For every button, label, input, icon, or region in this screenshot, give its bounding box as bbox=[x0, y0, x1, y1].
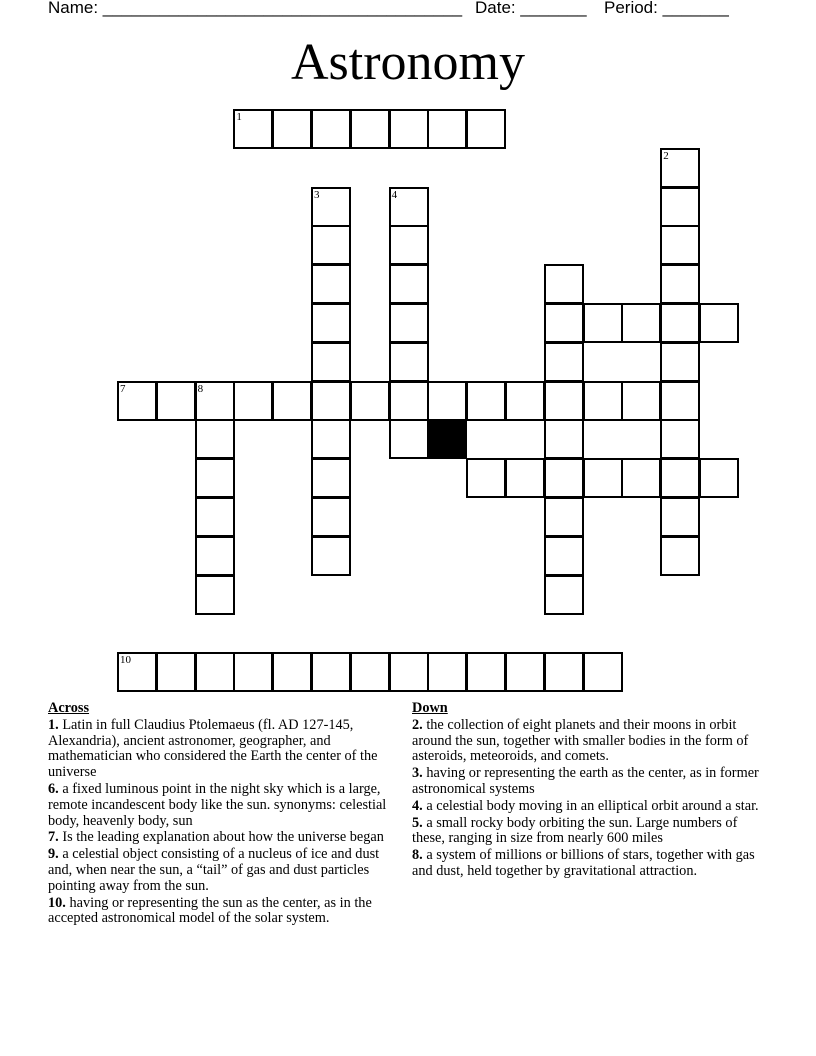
grid-cell[interactable] bbox=[660, 458, 700, 498]
grid-cell[interactable] bbox=[466, 458, 506, 498]
across-clue bbox=[48, 782, 404, 829]
grid-cell[interactable] bbox=[544, 303, 584, 343]
date-field-label: Date: _______ bbox=[475, 0, 587, 17]
grid-cell[interactable] bbox=[311, 419, 351, 459]
grid-cell[interactable] bbox=[233, 109, 273, 149]
clue-number-label: 1. bbox=[48, 716, 59, 733]
grid-cell[interactable] bbox=[233, 652, 273, 692]
name-field-label: Name: ______________________________________ bbox=[48, 0, 463, 17]
clue-number: 10 bbox=[120, 654, 131, 667]
grid-cell[interactable] bbox=[195, 536, 235, 576]
grid-cell[interactable] bbox=[660, 381, 700, 421]
grid-cell[interactable] bbox=[544, 419, 584, 459]
grid-cell[interactable] bbox=[195, 652, 235, 692]
grid-cell[interactable] bbox=[699, 303, 739, 343]
grid-cell[interactable] bbox=[660, 148, 700, 188]
grid-cell[interactable] bbox=[233, 381, 273, 421]
grid-cell[interactable] bbox=[660, 225, 700, 265]
clue-number-label: 7. bbox=[48, 829, 59, 846]
clue-text: a celestial body moving in an elliptical orbit around a star. bbox=[426, 797, 759, 814]
grid-cell[interactable] bbox=[621, 458, 661, 498]
grid-cell[interactable] bbox=[427, 652, 467, 692]
period-field-label: Period: _______ bbox=[604, 0, 729, 17]
grid-cell[interactable] bbox=[466, 109, 506, 149]
grid-cell[interactable] bbox=[621, 381, 661, 421]
grid-cell[interactable] bbox=[660, 536, 700, 576]
clue-number: 4 bbox=[391, 188, 398, 201]
clue-text: a fixed luminous point in the night sky which is a large, remote incandescent body like the sun. synonyms: celestial body, heavenly body, sun bbox=[48, 780, 387, 829]
grid-cell[interactable] bbox=[699, 458, 739, 498]
grid-cell[interactable] bbox=[544, 458, 584, 498]
grid-cell[interactable] bbox=[156, 652, 196, 692]
down-clue bbox=[412, 718, 770, 765]
grid-cell[interactable] bbox=[311, 342, 351, 382]
grid-cell[interactable] bbox=[311, 497, 351, 537]
grid-cell[interactable] bbox=[466, 652, 506, 692]
grid-cell[interactable] bbox=[544, 575, 584, 615]
grid-cell[interactable] bbox=[389, 303, 429, 343]
clue-number-label: 4. bbox=[412, 797, 423, 814]
grid-cell[interactable] bbox=[311, 225, 351, 265]
grid-cell[interactable] bbox=[544, 264, 584, 304]
across-clue bbox=[48, 830, 404, 846]
grid-cell[interactable] bbox=[660, 187, 700, 227]
clue-number-label: 3. bbox=[412, 765, 423, 782]
clue-text: a system of millions or billions of stars, together with gas and dust, held together by gravitational attraction. bbox=[412, 847, 755, 879]
clue-text: having or representing the sun as the center, as in the accepted astronomical model of the solar system. bbox=[48, 894, 372, 927]
grid-cell[interactable] bbox=[660, 264, 700, 304]
grid-cell[interactable] bbox=[311, 264, 351, 304]
grid-cell[interactable] bbox=[311, 381, 351, 421]
grid-cell[interactable] bbox=[660, 342, 700, 382]
clue-number-label: 2. bbox=[412, 716, 423, 733]
clue-number: 3 bbox=[314, 188, 320, 201]
grid-cell[interactable] bbox=[156, 381, 196, 421]
grid-cell[interactable] bbox=[272, 652, 312, 692]
grid-cell[interactable] bbox=[544, 342, 584, 382]
grid-cell[interactable] bbox=[195, 575, 235, 615]
grid-cell[interactable] bbox=[389, 419, 429, 459]
clue-number: 2 bbox=[663, 149, 669, 162]
grid-cell[interactable] bbox=[195, 458, 235, 498]
grid-cell[interactable] bbox=[544, 381, 584, 421]
grid-cell[interactable] bbox=[311, 109, 351, 149]
down-clue bbox=[412, 799, 770, 815]
grid-cell[interactable] bbox=[427, 381, 467, 421]
clue-text: a small rocky body orbiting the sun. Large numbers of these, ranging in size from nearly 600 miles bbox=[412, 814, 738, 847]
page-title: Astronomy bbox=[291, 34, 525, 91]
grid-cell[interactable] bbox=[583, 381, 623, 421]
clue-text: having or representing the earth as the center, as in former astronomical systems bbox=[412, 765, 759, 797]
clue-number: 1 bbox=[236, 111, 242, 123]
across-clue bbox=[48, 847, 404, 894]
down-clue-list bbox=[412, 718, 770, 880]
grid-cell[interactable] bbox=[117, 381, 157, 421]
grid-cell[interactable] bbox=[195, 497, 235, 537]
grid-cell[interactable] bbox=[427, 109, 467, 149]
grid-cell[interactable] bbox=[621, 303, 661, 343]
grid-cell[interactable] bbox=[583, 458, 623, 498]
down-clue bbox=[412, 816, 770, 848]
grid-cell[interactable] bbox=[505, 381, 545, 421]
grid-cell[interactable] bbox=[389, 187, 429, 227]
grid-cell[interactable] bbox=[195, 419, 235, 459]
clue-number-label: 6. bbox=[48, 780, 59, 797]
across-clue-list bbox=[48, 718, 404, 927]
clue-text: Is the leading explanation about how the universe began bbox=[62, 829, 384, 846]
grid-cell[interactable] bbox=[272, 109, 312, 149]
grid-cell[interactable] bbox=[505, 458, 545, 498]
grid-cell[interactable] bbox=[389, 342, 429, 382]
grid-cell[interactable] bbox=[117, 652, 157, 692]
grid-cell[interactable] bbox=[350, 381, 390, 421]
grid-cell[interactable] bbox=[311, 652, 351, 692]
grid-cell[interactable] bbox=[350, 652, 390, 692]
grid-cell[interactable] bbox=[272, 381, 312, 421]
grid-cell[interactable] bbox=[311, 458, 351, 498]
grid-cell[interactable] bbox=[660, 497, 700, 537]
grid-cell[interactable] bbox=[389, 109, 429, 149]
grid-cell[interactable] bbox=[505, 652, 545, 692]
grid-cell[interactable] bbox=[466, 381, 506, 421]
down-heading: Down bbox=[412, 700, 448, 716]
grid-cell[interactable] bbox=[583, 303, 623, 343]
grid-cell[interactable] bbox=[660, 419, 700, 459]
across-clue bbox=[48, 718, 404, 781]
clue-number: 7 bbox=[120, 382, 126, 395]
grid-cell[interactable] bbox=[311, 536, 351, 576]
grid-cell[interactable] bbox=[350, 109, 390, 149]
across-clue bbox=[48, 896, 404, 928]
grid-cell[interactable] bbox=[389, 225, 429, 265]
down-clues bbox=[412, 701, 770, 881]
clue-text: the collection of eight planets and their moons in orbit around the sun, together with smaller bodies in the form of asteroids, meteoroids, and comets. bbox=[412, 716, 749, 765]
grid-cell[interactable] bbox=[311, 187, 351, 227]
down-clue bbox=[412, 766, 770, 798]
clue-text: Latin in full Claudius Ptolemaeus (fl. AD 127-145, Alexandria), ancient astronomer, geographer, and mathematician who considered the Earth the center of the universe bbox=[48, 716, 378, 781]
grid-cell[interactable] bbox=[311, 303, 351, 343]
grid-cell[interactable] bbox=[544, 536, 584, 576]
clue-number-label: 9. bbox=[48, 846, 59, 863]
across-clues bbox=[48, 701, 404, 928]
clue-text: a celestial object consisting of a nucleus of ice and dust and, when near the sun, a “tail” of gas and dust particles pointing away from the sun. bbox=[48, 846, 380, 894]
grid-cell[interactable] bbox=[544, 497, 584, 537]
down-clue bbox=[412, 848, 770, 880]
clue-number-label: 8. bbox=[412, 847, 423, 864]
grid-cell[interactable] bbox=[389, 381, 429, 421]
grid-cell[interactable] bbox=[583, 652, 623, 692]
clue-number-label: 5. bbox=[412, 814, 423, 831]
clue-number: 8 bbox=[197, 382, 204, 395]
grid-cell[interactable] bbox=[660, 303, 700, 343]
black-square bbox=[427, 419, 467, 459]
grid-cell[interactable] bbox=[389, 652, 429, 692]
across-heading: Across bbox=[48, 700, 90, 716]
grid-cell[interactable] bbox=[389, 264, 429, 304]
grid-cell[interactable] bbox=[195, 381, 235, 421]
clue-number-label: 10. bbox=[48, 894, 66, 911]
grid-cell[interactable] bbox=[544, 652, 584, 692]
